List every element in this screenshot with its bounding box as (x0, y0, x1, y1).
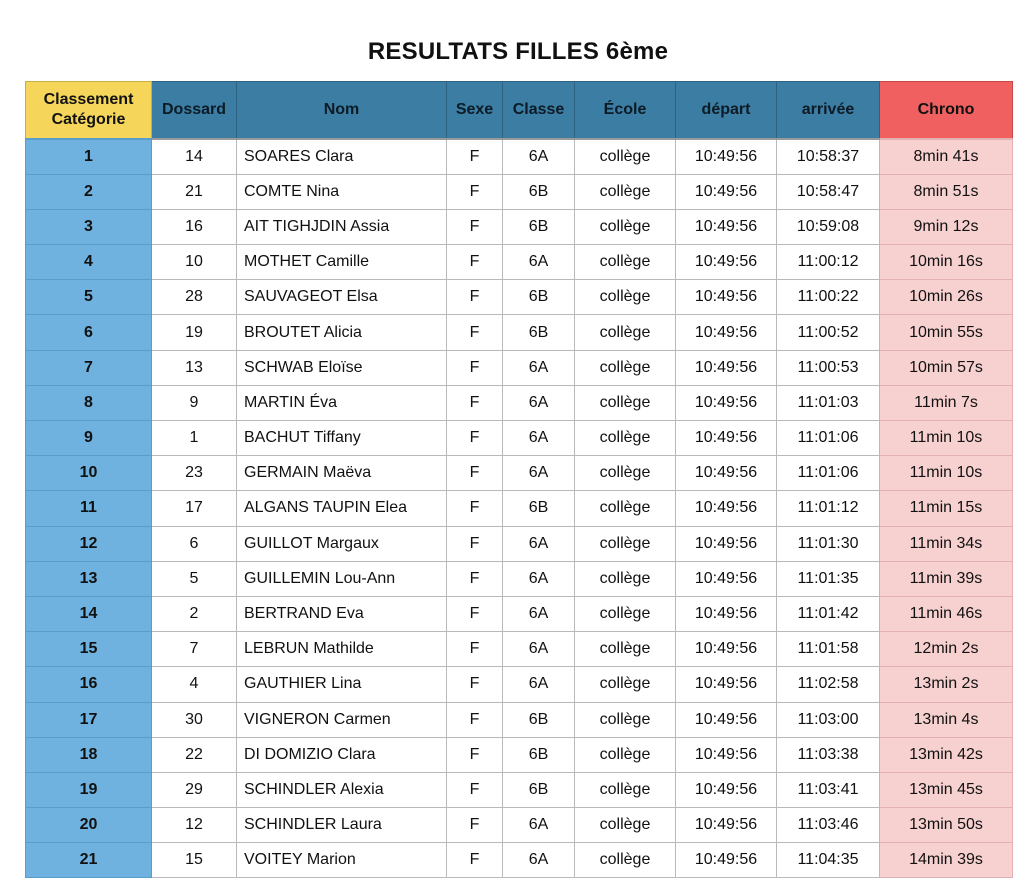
sexe-cell: F (447, 667, 503, 702)
ecole-cell: collège (575, 139, 676, 174)
sexe-cell: F (447, 596, 503, 631)
classe-cell: 6B (503, 209, 575, 244)
dossard-cell: 22 (152, 737, 237, 772)
depart-cell: 10:49:56 (676, 245, 777, 280)
sexe-cell: F (447, 209, 503, 244)
rank-cell: 10 (26, 456, 152, 491)
ecole-cell: collège (575, 702, 676, 737)
classe-cell: 6B (503, 315, 575, 350)
chrono-cell: 10min 16s (880, 245, 1013, 280)
depart-cell: 10:49:56 (676, 667, 777, 702)
dossard-cell: 5 (152, 561, 237, 596)
table-row[interactable] (26, 808, 1013, 843)
rank-cell: 20 (26, 808, 152, 843)
ecole-cell: collège (575, 561, 676, 596)
ecole-cell: collège (575, 526, 676, 561)
ecole-cell: collège (575, 667, 676, 702)
header-chrono[interactable]: Chrono (880, 82, 1013, 140)
classe-cell: 6B (503, 280, 575, 315)
arrivee-cell: 11:04:35 (777, 843, 880, 878)
dossard-cell: 6 (152, 526, 237, 561)
sexe-cell: F (447, 843, 503, 878)
rank-cell: 2 (26, 174, 152, 209)
ecole-cell: collège (575, 350, 676, 385)
rank-cell: 17 (26, 702, 152, 737)
arrivee-cell: 11:01:42 (777, 596, 880, 631)
table-row[interactable] (26, 772, 1013, 807)
sexe-cell: F (447, 385, 503, 420)
table-row[interactable] (26, 596, 1013, 631)
arrivee-cell: 11:01:35 (777, 561, 880, 596)
name-cell: SCHWAB Eloïse (237, 350, 447, 385)
dossard-cell: 28 (152, 280, 237, 315)
header-arrivee[interactable]: arrivée (777, 82, 880, 140)
table-row[interactable] (26, 526, 1013, 561)
table-row[interactable] (26, 702, 1013, 737)
header-ecole[interactable]: École (575, 82, 676, 140)
chrono-cell: 11min 10s (880, 456, 1013, 491)
sexe-cell: F (447, 421, 503, 456)
dossard-cell: 15 (152, 843, 237, 878)
name-cell: LEBRUN Mathilde (237, 632, 447, 667)
depart-cell: 10:49:56 (676, 174, 777, 209)
table-row[interactable] (26, 632, 1013, 667)
depart-cell: 10:49:56 (676, 350, 777, 385)
arrivee-cell: 11:00:22 (777, 280, 880, 315)
chrono-cell: 11min 10s (880, 421, 1013, 456)
dossard-cell: 30 (152, 702, 237, 737)
arrivee-cell: 10:58:47 (777, 174, 880, 209)
table-row[interactable] (26, 737, 1013, 772)
sexe-cell: F (447, 737, 503, 772)
table-row[interactable] (26, 491, 1013, 526)
depart-cell: 10:49:56 (676, 561, 777, 596)
depart-cell: 10:49:56 (676, 526, 777, 561)
ecole-cell: collège (575, 421, 676, 456)
page-title: RESULTATS FILLES 6ème (367, 38, 669, 65)
dossard-cell: 29 (152, 772, 237, 807)
rank-cell: 14 (26, 596, 152, 631)
chrono-cell: 11min 39s (880, 561, 1013, 596)
table-row[interactable] (26, 667, 1013, 702)
header-sexe[interactable]: Sexe (447, 82, 503, 140)
name-cell: SOARES Clara (237, 139, 447, 174)
ecole-cell: collège (575, 632, 676, 667)
name-cell: MARTIN Éva (237, 385, 447, 420)
dossard-cell: 2 (152, 596, 237, 631)
rank-cell: 4 (26, 245, 152, 280)
rank-cell: 12 (26, 526, 152, 561)
arrivee-cell: 11:03:41 (777, 772, 880, 807)
table-row[interactable] (26, 139, 1013, 174)
chrono-cell: 8min 41s (880, 139, 1013, 174)
arrivee-cell: 11:01:58 (777, 632, 880, 667)
arrivee-cell: 11:02:58 (777, 667, 880, 702)
arrivee-cell: 11:01:06 (777, 456, 880, 491)
classe-cell: 6A (503, 421, 575, 456)
dossard-cell: 12 (152, 808, 237, 843)
name-cell: DI DOMIZIO Clara (237, 737, 447, 772)
classe-cell: 6A (503, 808, 575, 843)
rank-cell: 6 (26, 315, 152, 350)
table-row[interactable] (26, 456, 1013, 491)
arrivee-cell: 11:03:46 (777, 808, 880, 843)
results-table (25, 81, 1013, 878)
rank-cell: 21 (26, 843, 152, 878)
rank-cell: 8 (26, 385, 152, 420)
arrivee-cell: 11:00:53 (777, 350, 880, 385)
depart-cell: 10:49:56 (676, 139, 777, 174)
name-cell: ALGANS TAUPIN Elea (237, 491, 447, 526)
chrono-cell: 10min 55s (880, 315, 1013, 350)
header-dossard[interactable]: Dossard (152, 82, 237, 140)
dossard-cell: 19 (152, 315, 237, 350)
header-classement-line2: Catégorie (51, 111, 126, 128)
name-cell: COMTE Nina (237, 174, 447, 209)
sexe-cell: F (447, 491, 503, 526)
arrivee-cell: 11:01:03 (777, 385, 880, 420)
classe-cell: 6A (503, 385, 575, 420)
sexe-cell: F (447, 632, 503, 667)
arrivee-cell: 11:03:38 (777, 737, 880, 772)
chrono-cell: 11min 46s (880, 596, 1013, 631)
chrono-cell: 13min 45s (880, 772, 1013, 807)
table-row[interactable] (26, 561, 1013, 596)
chrono-cell: 11min 34s (880, 526, 1013, 561)
ecole-cell: collège (575, 174, 676, 209)
classe-cell: 6B (503, 702, 575, 737)
chrono-cell: 14min 39s (880, 843, 1013, 878)
name-cell: GERMAIN Maëva (237, 456, 447, 491)
chrono-cell: 12min 2s (880, 632, 1013, 667)
table-row[interactable] (26, 209, 1013, 244)
chrono-cell: 11min 15s (880, 491, 1013, 526)
dossard-cell: 9 (152, 385, 237, 420)
rank-cell: 5 (26, 280, 152, 315)
depart-cell: 10:49:56 (676, 737, 777, 772)
rank-cell: 9 (26, 421, 152, 456)
rank-cell: 19 (26, 772, 152, 807)
name-cell: MOTHET Camille (237, 245, 447, 280)
dossard-cell: 16 (152, 209, 237, 244)
dossard-cell: 10 (152, 245, 237, 280)
header-nom[interactable]: Nom (237, 82, 447, 140)
ecole-cell: collège (575, 491, 676, 526)
rank-cell: 15 (26, 632, 152, 667)
depart-cell: 10:49:56 (676, 596, 777, 631)
depart-cell: 10:49:56 (676, 843, 777, 878)
table-row[interactable] (26, 843, 1013, 878)
name-cell: BERTRAND Eva (237, 596, 447, 631)
sexe-cell: F (447, 350, 503, 385)
arrivee-cell: 11:03:00 (777, 702, 880, 737)
depart-cell: 10:49:56 (676, 385, 777, 420)
rank-cell: 13 (26, 561, 152, 596)
dossard-cell: 7 (152, 632, 237, 667)
ecole-cell: collège (575, 385, 676, 420)
sexe-cell: F (447, 456, 503, 491)
ecole-cell: collège (575, 737, 676, 772)
chrono-cell: 13min 2s (880, 667, 1013, 702)
table-row[interactable] (26, 421, 1013, 456)
ecole-cell: collège (575, 209, 676, 244)
sexe-cell: F (447, 139, 503, 174)
arrivee-cell: 11:01:06 (777, 421, 880, 456)
table-row[interactable] (26, 174, 1013, 209)
name-cell: SCHINDLER Alexia (237, 772, 447, 807)
classe-cell: 6A (503, 526, 575, 561)
header-classement[interactable] (26, 82, 152, 140)
results-body (26, 139, 1013, 878)
dossard-cell: 4 (152, 667, 237, 702)
chrono-cell: 8min 51s (880, 174, 1013, 209)
dossard-cell: 17 (152, 491, 237, 526)
sexe-cell: F (447, 315, 503, 350)
classe-cell: 6B (503, 174, 575, 209)
chrono-cell: 13min 4s (880, 702, 1013, 737)
sexe-cell: F (447, 526, 503, 561)
rank-cell: 7 (26, 350, 152, 385)
name-cell: BROUTET Alicia (237, 315, 447, 350)
classe-cell: 6B (503, 491, 575, 526)
header-row (26, 82, 1013, 140)
classe-cell: 6A (503, 350, 575, 385)
name-cell: VIGNERON Carmen (237, 702, 447, 737)
name-cell: SAUVAGEOT Elsa (237, 280, 447, 315)
classe-cell: 6A (503, 456, 575, 491)
sexe-cell: F (447, 280, 503, 315)
ecole-cell: collège (575, 280, 676, 315)
depart-cell: 10:49:56 (676, 702, 777, 737)
chrono-cell: 13min 42s (880, 737, 1013, 772)
classe-cell: 6A (503, 561, 575, 596)
name-cell: GUILLEMIN Lou-Ann (237, 561, 447, 596)
sexe-cell: F (447, 245, 503, 280)
depart-cell: 10:49:56 (676, 456, 777, 491)
table-row[interactable] (26, 280, 1013, 315)
depart-cell: 10:49:56 (676, 772, 777, 807)
name-cell: SCHINDLER Laura (237, 808, 447, 843)
rank-cell: 16 (26, 667, 152, 702)
classe-cell: 6A (503, 245, 575, 280)
sexe-cell: F (447, 174, 503, 209)
header-classement-line1: Classement (43, 91, 134, 108)
header-classe[interactable]: Classe (503, 82, 575, 140)
depart-cell: 10:49:56 (676, 315, 777, 350)
table-row[interactable] (26, 315, 1013, 350)
name-cell: BACHUT Tiffany (237, 421, 447, 456)
header-depart[interactable]: départ (676, 82, 777, 140)
name-cell: GAUTHIER Lina (237, 667, 447, 702)
name-cell: GUILLOT Margaux (237, 526, 447, 561)
chrono-cell: 9min 12s (880, 209, 1013, 244)
arrivee-cell: 11:01:12 (777, 491, 880, 526)
rank-cell: 1 (26, 139, 152, 174)
chrono-cell: 11min 7s (880, 385, 1013, 420)
ecole-cell: collège (575, 456, 676, 491)
name-cell: AIT TIGHJDIN Assia (237, 209, 447, 244)
sexe-cell: F (447, 702, 503, 737)
classe-cell: 6A (503, 843, 575, 878)
ecole-cell: collège (575, 596, 676, 631)
ecole-cell: collège (575, 772, 676, 807)
classe-cell: 6B (503, 772, 575, 807)
arrivee-cell: 11:00:52 (777, 315, 880, 350)
arrivee-cell: 10:58:37 (777, 139, 880, 174)
classe-cell: 6A (503, 139, 575, 174)
dossard-cell: 13 (152, 350, 237, 385)
table-row[interactable] (26, 385, 1013, 420)
dossard-cell: 14 (152, 139, 237, 174)
sexe-cell: F (447, 772, 503, 807)
sexe-cell: F (447, 808, 503, 843)
chrono-cell: 13min 50s (880, 808, 1013, 843)
arrivee-cell: 11:00:12 (777, 245, 880, 280)
classe-cell: 6A (503, 667, 575, 702)
dossard-cell: 1 (152, 421, 237, 456)
ecole-cell: collège (575, 245, 676, 280)
depart-cell: 10:49:56 (676, 280, 777, 315)
arrivee-cell: 11:01:30 (777, 526, 880, 561)
sexe-cell: F (447, 561, 503, 596)
ecole-cell: collège (575, 843, 676, 878)
classe-cell: 6A (503, 596, 575, 631)
dossard-cell: 21 (152, 174, 237, 209)
classe-cell: 6B (503, 737, 575, 772)
depart-cell: 10:49:56 (676, 808, 777, 843)
depart-cell: 10:49:56 (676, 632, 777, 667)
depart-cell: 10:49:56 (676, 491, 777, 526)
rank-cell: 18 (26, 737, 152, 772)
ecole-cell: collège (575, 315, 676, 350)
table-row[interactable] (26, 245, 1013, 280)
classe-cell: 6A (503, 632, 575, 667)
depart-cell: 10:49:56 (676, 209, 777, 244)
chrono-cell: 10min 57s (880, 350, 1013, 385)
rank-cell: 11 (26, 491, 152, 526)
rank-cell: 3 (26, 209, 152, 244)
depart-cell: 10:49:56 (676, 421, 777, 456)
ecole-cell: collège (575, 808, 676, 843)
name-cell: VOITEY Marion (237, 843, 447, 878)
arrivee-cell: 10:59:08 (777, 209, 880, 244)
chrono-cell: 10min 26s (880, 280, 1013, 315)
dossard-cell: 23 (152, 456, 237, 491)
table-row[interactable] (26, 350, 1013, 385)
